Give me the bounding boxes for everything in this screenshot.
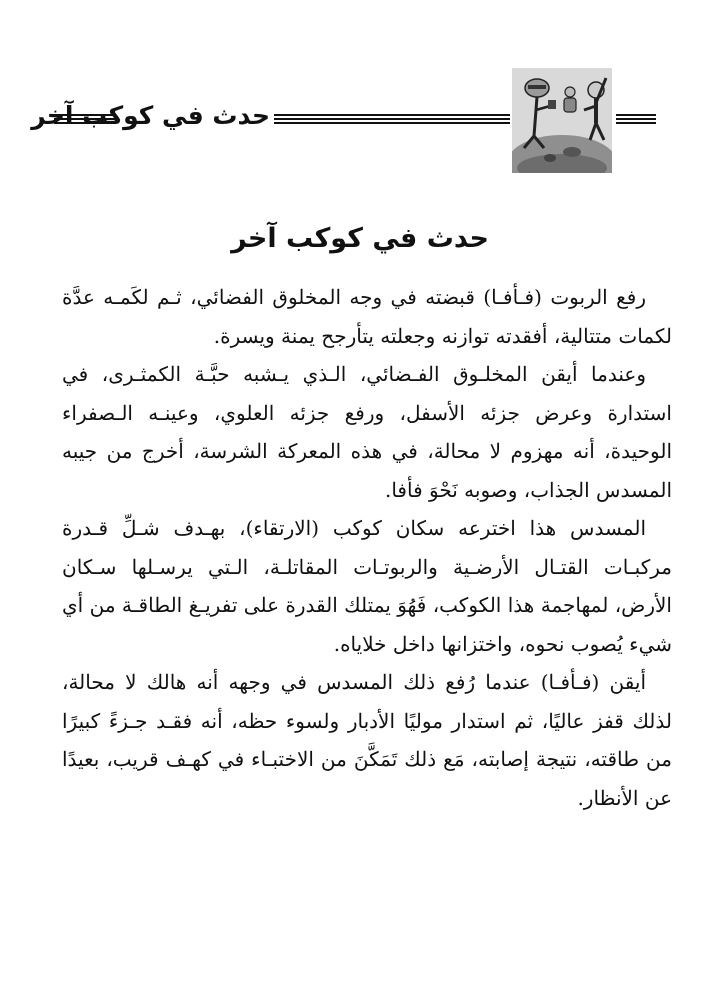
paragraph: المسدس هذا اخترعه سكان كوكب (الارتقاء)، بهـدف شـلِّ قـدرة مركبـات القتـال الأرضـية والربوتـات المقاتلـة، الـتي يرسـلها سـكان الأرض، لمهاجمة هذا الكوكب، فَهُوَ يمتلك القدرة على تفريـغ الطاقـة من أي شيء يُصوب نحوه، واختزانها داخل خلاياه.	[62, 516, 672, 656]
running-title: حدث في كوكب آخر	[31, 101, 270, 130]
header-rule-middle	[274, 114, 510, 125]
paragraph: أيقن (فـأفـا) عندما رُفع ذلك المسدس في وجهه أنه هالك لا محالة، لذلك قفز عاليًا، ثم استدار موليًا الأدبار ولسوء حظه، أنه فقـد جـزءً كبيرًا من طاقته، نتيجة إصابته، مَع ذلك تَمَكَّنَ من الاختبـاء في كهـف قريب، بعيدًا عن الأنظار.	[62, 670, 672, 810]
header-rule-right	[616, 114, 656, 125]
paragraph: وعندما أيقن المخلـوق الفـضائي، الـذي يـشبه حبَّـة الكمثـرى، في استدارة وعرض جزئه الأسفل، ورفع جزئه العلوي، وعينـه الـصفراء الوحيدة، أنه مهزوم لا محالة، في هذه المعركة الشرسة، أخرج من جيبه المسدس الجذاب، وصوبه نَحْوَ فأفا.	[62, 362, 672, 502]
robots-cartoon-icon	[512, 68, 612, 173]
paragraph: رفع الربوت (فـأفـا) قبضته في وجه المخلوق الفضائي، ثـم لكَمـه عدَّة لكمات متتالية، أفقدته توازنه وجعلته يتأرجح يمنة ويسرة.	[62, 285, 672, 348]
story-body	[62, 278, 672, 817]
page-header	[31, 68, 670, 178]
story-title: حدث في كوكب آخر	[231, 223, 489, 254]
